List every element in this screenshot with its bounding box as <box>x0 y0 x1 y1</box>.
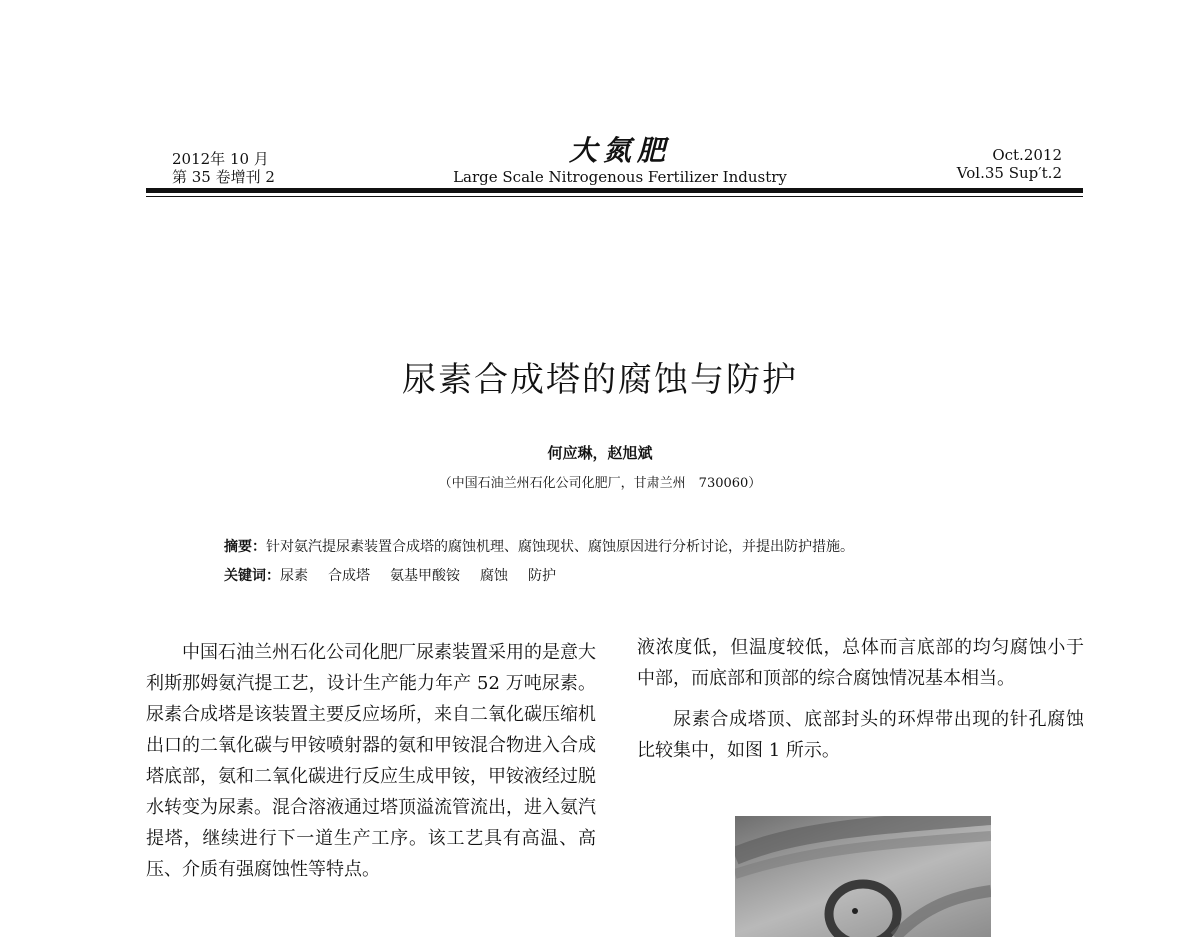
issue-date-en: Oct.2012 <box>992 146 1062 164</box>
abstract-text: 针对氨汽提尿素装置合成塔的腐蚀机理、腐蚀现状、腐蚀原因进行分析讨论，并提出防护措施。 <box>266 539 854 555</box>
header-rule-thick <box>146 188 1083 193</box>
header-left <box>172 150 275 186</box>
body-column-left <box>146 637 596 885</box>
keyword-item: 合成塔 <box>328 568 370 584</box>
issue-date-cn: 2012年 10 月 <box>172 150 269 168</box>
keyword-item: 尿素 <box>280 568 308 584</box>
keywords-label: 关键词： <box>224 568 280 584</box>
article-affiliation: （中国石油兰州石化公司化肥厂，甘肃兰州 730060） <box>438 476 762 491</box>
abstract-label: 摘要： <box>224 539 266 555</box>
keyword-item: 氨基甲酸铵 <box>390 568 460 584</box>
figure-1-photo <box>735 816 991 937</box>
body-paragraph: 中国石油兰州石化公司化肥厂尿素装置采用的是意大利斯那姆氨汽提工艺，设计生产能力年产 52 万吨尿素。尿素合成塔是该装置主要反应场所，来自二氧化碳压缩机出口的二氧化碳与甲铵喷射器的氨和甲铵混合物进入合成塔底部，氨和二氧化碳进行反应生成甲铵，甲铵液经过脱水转变为尿素。混合溶液通过塔顶溢流管流出，进入氨汽提塔，继续进行下一道生产工序。该工艺具有高温、高压、介质有强腐蚀性等特点。 <box>146 642 596 880</box>
body-paragraph: 液浓度低，但温度较低，总体而言底部的均匀腐蚀小于中部，而底部和顶部的综合腐蚀情况基本相当。 <box>637 637 1084 689</box>
journal-english-title: Large Scale Nitrogenous Fertilizer Industry <box>453 168 787 186</box>
keyword-item: 腐蚀 <box>480 568 508 584</box>
keywords <box>224 566 576 586</box>
keyword-item: 防护 <box>528 568 556 584</box>
header-right <box>957 146 1062 182</box>
article-title: 尿素合成塔的腐蚀与防护 <box>402 360 798 400</box>
body-paragraph: 尿素合成塔顶、底部封头的环焊带出现的针孔腐蚀比较集中，如图 1 所示。 <box>637 709 1084 761</box>
body-column-right <box>637 632 1084 766</box>
volume-en: Vol.35 Sup′t.2 <box>956 164 1062 182</box>
abstract <box>224 537 854 557</box>
header-center <box>440 136 800 186</box>
volume-cn: 第 35 卷增刊 2 <box>172 168 275 186</box>
header-rule-thin <box>146 196 1083 197</box>
journal-logo: 大氮肥 <box>568 134 671 167</box>
corrosion-photo-graphic <box>735 816 991 937</box>
article-authors: 何应琳，赵旭斌 <box>547 444 653 462</box>
